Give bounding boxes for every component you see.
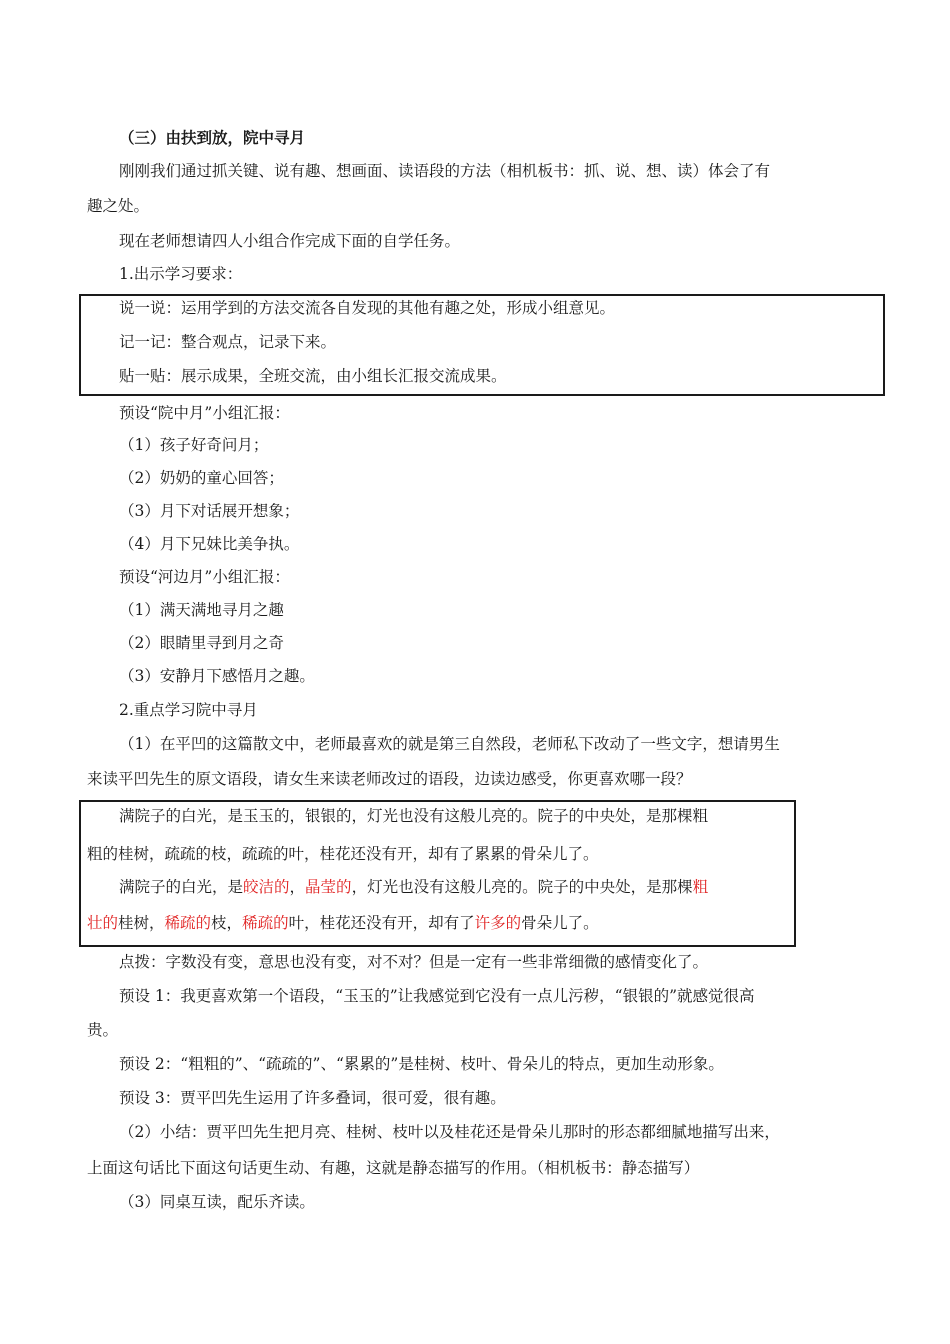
intro-line-2: 趣之处。 bbox=[87, 197, 150, 215]
intro-line-1: 刚刚我们通过抓关键、说有趣、想画面、读语段的方法（相机板书：抓、说、想、读）体会了有 bbox=[119, 162, 771, 180]
yard-report-item: （2）奶奶的童心回答； bbox=[119, 469, 284, 487]
requirement-speak: 说一说：运用学到的方法交流各自发现的其他有趣之处，形成小组意见。 bbox=[119, 299, 616, 317]
changed-word: 壮的 bbox=[87, 914, 119, 932]
summary-line-1: （2）小结：贾平凹先生把月亮、桂树、枝叶以及桂花还是骨朵儿那时的形态都细腻地描写出来， bbox=[119, 1123, 780, 1141]
step2-title: 2.重点学习院中寻月 bbox=[119, 701, 258, 719]
yard-report-item: （4）月下兄妹比美争执。 bbox=[119, 535, 300, 553]
requirement-post: 贴一贴：展示成果，全班交流，由小组长汇报交流成果。 bbox=[119, 367, 507, 385]
river-report-item: （1）满天满地寻月之趣 bbox=[119, 601, 284, 619]
step1-title: 1.出示学习要求： bbox=[119, 265, 243, 283]
river-report-item: （2）眼睛里寻到月之奇 bbox=[119, 634, 284, 652]
changed-word: 粗 bbox=[692, 878, 709, 896]
changed-word: 许多的 bbox=[474, 914, 522, 932]
changed-word: 稀疏的 bbox=[242, 914, 289, 932]
original-text-line-2: 粗的桂树，疏疏的枝，疏疏的叶，桂花还没有开，却有了累累的骨朵儿了。 bbox=[87, 845, 599, 863]
summary-line-2: 上面这句话比下面这句话更生动、有趣，这就是静态描写的作用。（相机板书：静态描写） bbox=[87, 1159, 700, 1177]
step2-paragraph-line-1: （1）在平凹的这篇散文中，老师最喜欢的就是第三自然段，老师私下改动了一些文字，想请男生 bbox=[119, 735, 780, 753]
preset1-line-1: 预设 1：我更喜欢第一个语段，“玉玉的”让我感觉到它没有一点儿污秽，“银银的”就感觉很高 bbox=[119, 987, 755, 1005]
modified-text-line-1: 满院子的白光，是皎洁的，晶莹的，灯光也没有这般儿亮的。院子的中央处，是那棵粗 bbox=[119, 878, 709, 896]
yard-report-title: 预设“院中月”小组汇报： bbox=[119, 404, 290, 422]
intro-line-3: 现在老师想请四人小组合作完成下面的自学任务。 bbox=[119, 232, 461, 250]
modified-text-line-2: 壮的桂树，稀疏的枝，稀疏的叶，桂花还没有开，却有了许多的骨朵儿了。 bbox=[87, 914, 599, 932]
section-heading: （三）由扶到放，院中寻月 bbox=[119, 129, 306, 147]
yard-report-item: （3）月下对话展开想象； bbox=[119, 502, 300, 520]
preset1-line-2: 贵。 bbox=[87, 1021, 119, 1039]
preset3-line: 预设 3：贾平凹先生运用了许多叠词，很可爱，很有趣。 bbox=[119, 1089, 506, 1107]
step2-paragraph-line-2: 来读平凹先生的原文语段，请女生来读老师改过的语段，边读边感受，你更喜欢哪一段？ bbox=[87, 770, 692, 788]
changed-word: 晶莹的 bbox=[305, 878, 352, 896]
changed-word: 稀疏的 bbox=[164, 914, 212, 932]
original-text-line-1: 满院子的白光，是玉玉的，银银的，灯光也没有这般儿亮的。院子的中央处，是那棵粗 bbox=[119, 807, 709, 825]
yard-report-item: （1）孩子好奇问月； bbox=[119, 436, 269, 454]
requirement-record: 记一记：整合观点，记录下来。 bbox=[119, 333, 337, 351]
preset2-line: 预设 2：“粗粗的”、“疏疏的”、“累累的”是桂树、枝叶、骨朵儿的特点，更加生动形象。 bbox=[119, 1055, 724, 1073]
river-report-item: （3）安静月下感悟月之趣。 bbox=[119, 667, 315, 685]
step3-line: （3）同桌互读，配乐齐读。 bbox=[119, 1193, 315, 1211]
river-report-title: 预设“河边月”小组汇报： bbox=[119, 568, 290, 586]
changed-word: 皎洁的 bbox=[243, 878, 290, 896]
hint-line: 点拨：字数没有变，意思也没有变，对不对？但是一定有一些非常细微的感情变化了。 bbox=[119, 953, 709, 971]
